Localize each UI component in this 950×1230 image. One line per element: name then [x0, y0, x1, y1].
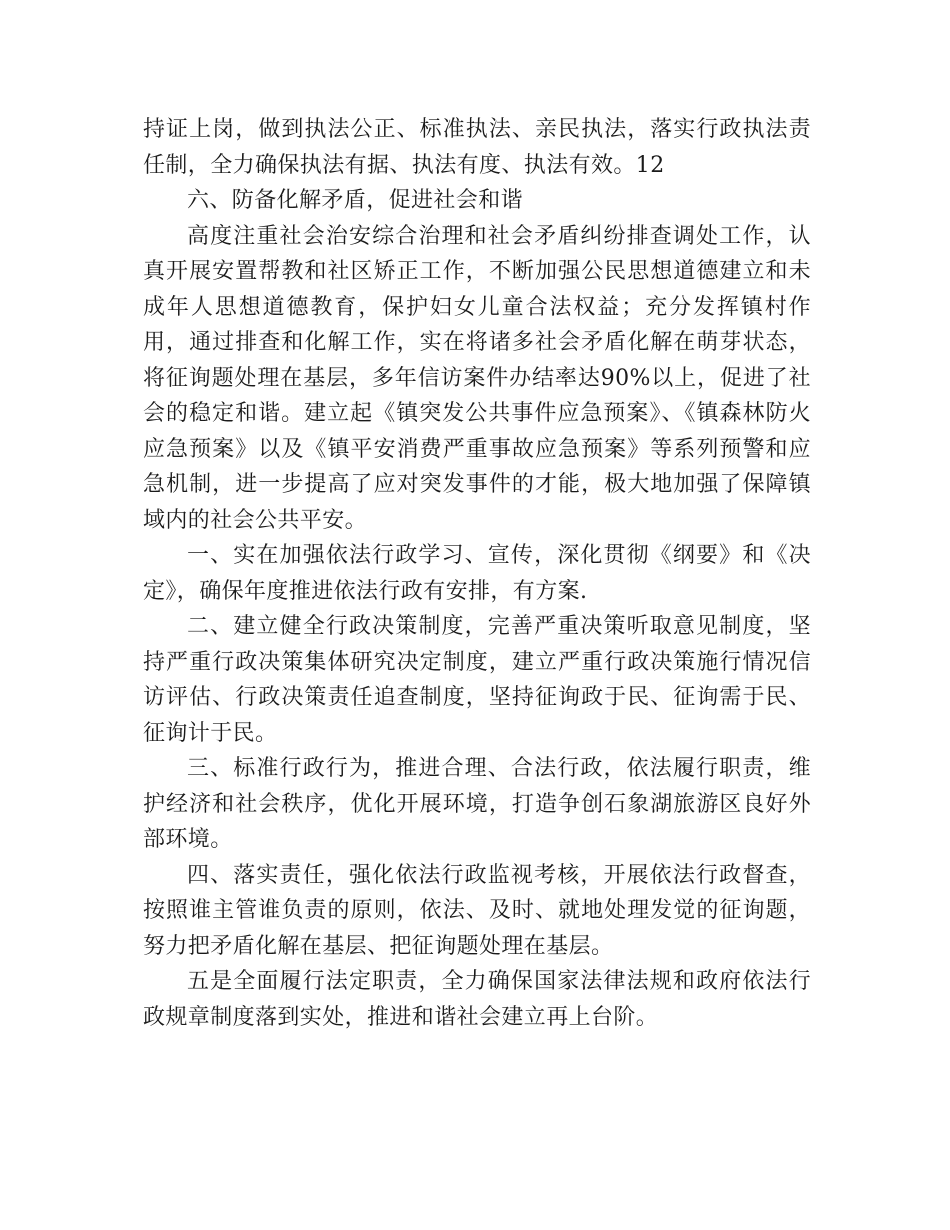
section-heading-six: 六、防备化解矛盾，促进社会和谐: [187, 188, 524, 213]
paragraph-continued: 持证上岗，做到执法公正、标准执法、亲民执法，落实行政执法责任制，全力确保执法有据、执法有度、执法有效。12: [143, 117, 811, 178]
item-two: 二、建立健全行政决策制度，完善严重决策听取意见制度，坚持严重行政决策集体研究决定制度，建立严重行政决策施行情况信访评估、行政决策责任追查制度，坚持征询政于民、征询需于民、征询计于民。: [143, 614, 811, 746]
item-four: 四、落实责任，强化依法行政监视考核，开展依法行政督查，按照谁主管谁负责的原则，依法、及时、就地处理发觉的征询题，努力把矛盾化解在基层、把征询题处理在基层。: [143, 862, 811, 959]
document-page: [143, 112, 811, 1035]
item-one: 一、实在加强依法行政学习、宣传，深化贯彻《纲要》和《决定》，确保年度推进依法行政有安排，有方案.: [143, 543, 811, 604]
item-five: 五是全面履行法定职责，全力确保国家法律法规和政府依法行政规章制度落到实处，推进和谐社会建立再上台阶。: [143, 969, 811, 1030]
item-three: 三、标准行政行为，推进合理、合法行政，依法履行职责，维护经济和社会秩序，优化开展环境，打造争创石象湖旅游区良好外部环境。: [143, 756, 811, 852]
paragraph-social-governance: 高度注重社会治安综合治理和社会矛盾纠纷排查调处工作，认真开展安置帮教和社区矫正工作，不断加强公民思想道德建立和未成年人思想道德教育，保护妇女儿童合法权益；充分发挥镇村作用，通过排查和化解工作，实在将诸多社会矛盾化解在萌芽状态，将征询题处理在基层，多年信访案件办结率达90%以上，促进了社会的稳定和谐。建立起《镇突发公共事件应急预案》、《镇森林防火应急预案》以及《镇平安消费严重事故应急预案》等系列预警和应急机制，进一步提高了应对突发事件的才能，极大地加强了保障镇域内的社会公共平安。: [143, 223, 811, 533]
